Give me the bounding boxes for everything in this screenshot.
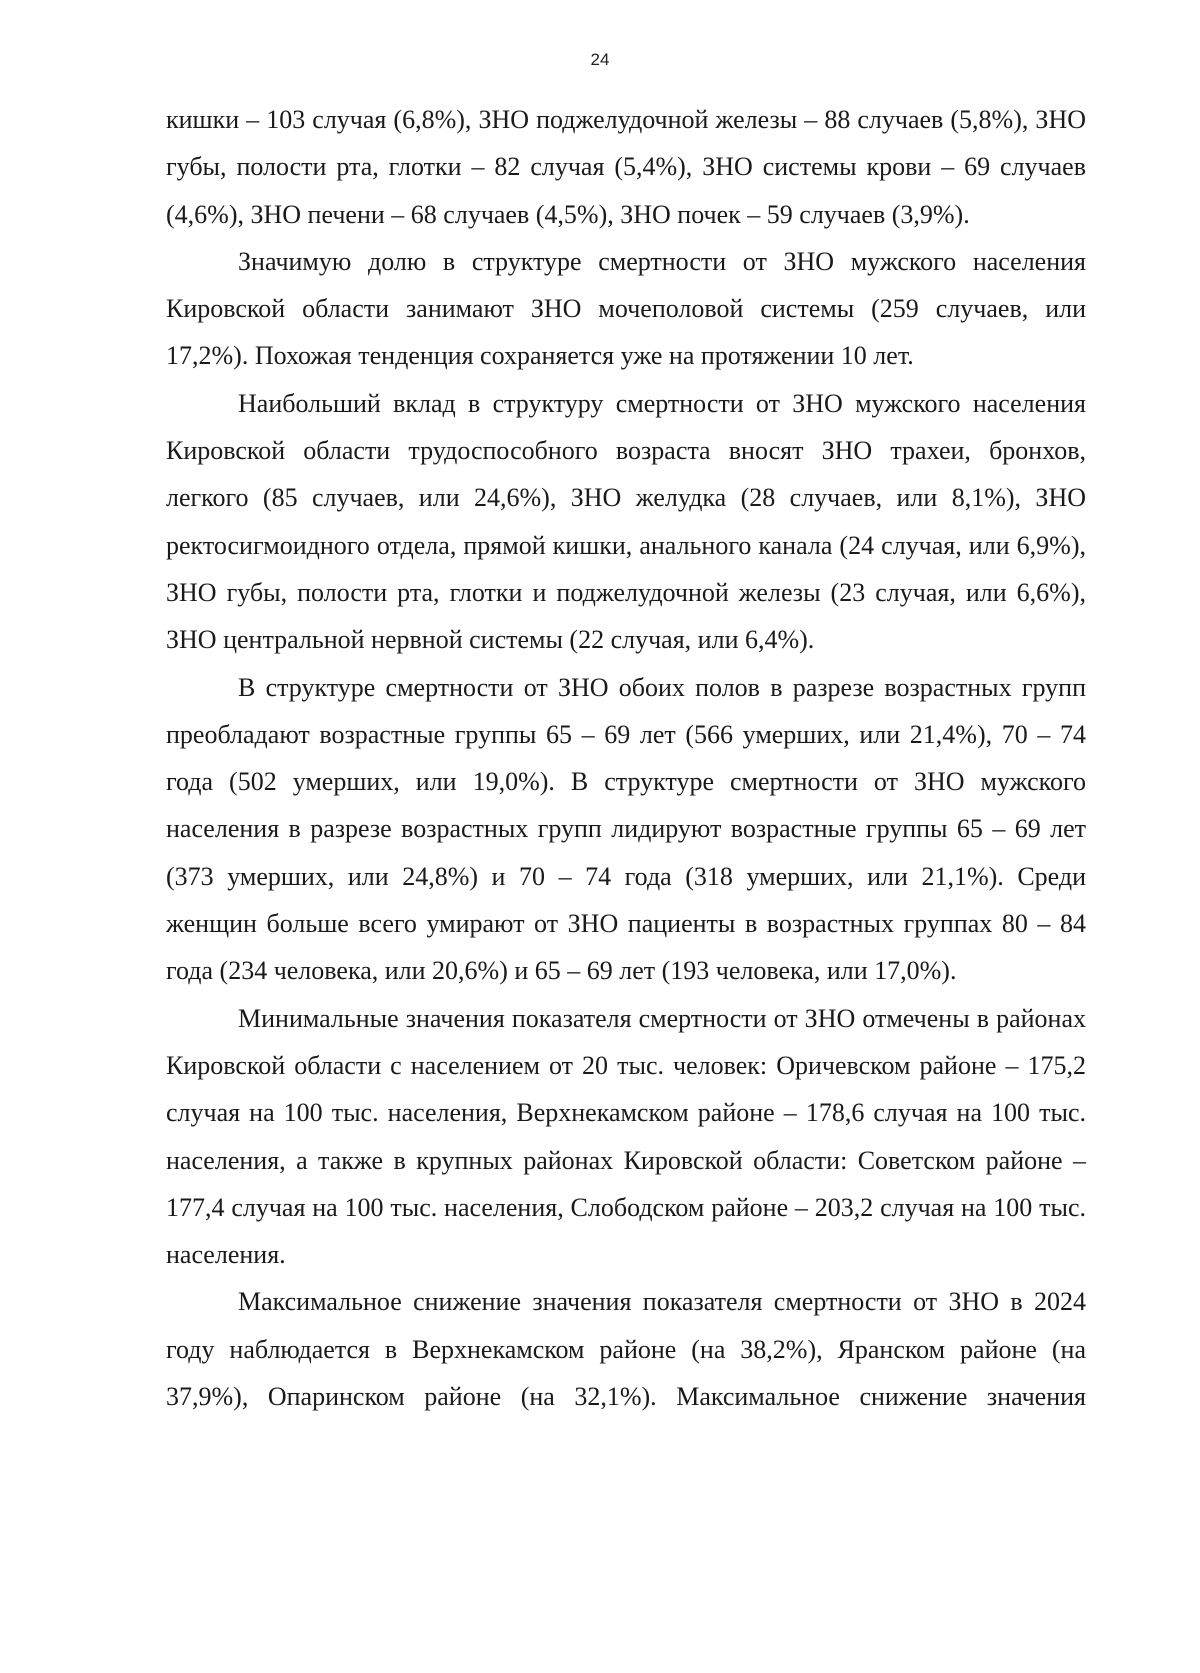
document-body <box>166 96 1086 1420</box>
page-number: 24 <box>590 50 610 69</box>
paragraph: Минимальные значения показателя смертности от ЗНО отмечены в районах Кировской области с населением от 20 тыс. человек: Оричевском районе – 175,2 случая на 100 тыс. населения, Верхнекамском районе – 178,6 случая на 100 тыс. населения, а также в крупных районах Кировской области: Советском районе – 177,4 случая на 100 тыс. населения, Слободском районе – 203,2 случая на 100 тыс. населения. <box>166 1003 1086 1270</box>
paragraph-continuation: кишки – 103 случая (6,8%), ЗНО поджелудочной железы – 88 случаев (5,8%), ЗНО губы, полости рта, глотки – 82 случая (5,4%), ЗНО системы крови – 69 случаев (4,6%), ЗНО печени – 68 случаев (4,5%), ЗНО почек – 59 случаев (3,9%). <box>166 105 1086 229</box>
paragraph: Значимую долю в структуре смертности от ЗНО мужского населения Кировской области занимают ЗНО мочеполовой системы (259 случаев, или 17,2%). Похожая тенденция сохраняется уже на протяжении 10 лет. <box>166 246 1086 371</box>
paragraph-continued: Максимальное снижение значения показателя смертности от ЗНО в 2024 году наблюдается в Верхнекамском районе (на 38,2%), Яранском районе (на 37,9%), Опаринском районе (на 32,1%). Максимальное снижение значения <box>166 1287 1086 1412</box>
paragraph: Наибольший вклад в структуру смертности от ЗНО мужского населения Кировской области трудоспособного возраста вносят ЗНО трахеи, бронхов, легкого (85 случаев, или 24,6%), ЗНО желудка (28 случаев, или 8,1%), ЗНО ректосигмоидного отдела, прямой кишки, анального канала (24 случая, или 6,9%), ЗНО губы, полости рта, глотки и поджелудочной железы (23 случая, или 6,6%), ЗНО центральной нервной системы (22 случая, или 6,4%). <box>166 388 1086 655</box>
paragraph: В структуре смертности от ЗНО обоих полов в разрезе возрастных групп преобладают возрастные группы 65 – 69 лет (566 умерших, или 21,4%), 70 – 74 года (502 умерших, или 19,0%). В структуре смертности от ЗНО мужского населения в разрезе возрастных групп лидируют возрастные группы 65 – 69 лет (373 умерших, или 24,8%) и 70 – 74 года (318 умерших, или 21,1%). Среди женщин больше всего умирают от ЗНО пациенты в возрастных группах 80 – 84 года (234 человека, или 20,6%) и 65 – 69 лет (193 человека, или 17,0%). <box>166 672 1086 986</box>
